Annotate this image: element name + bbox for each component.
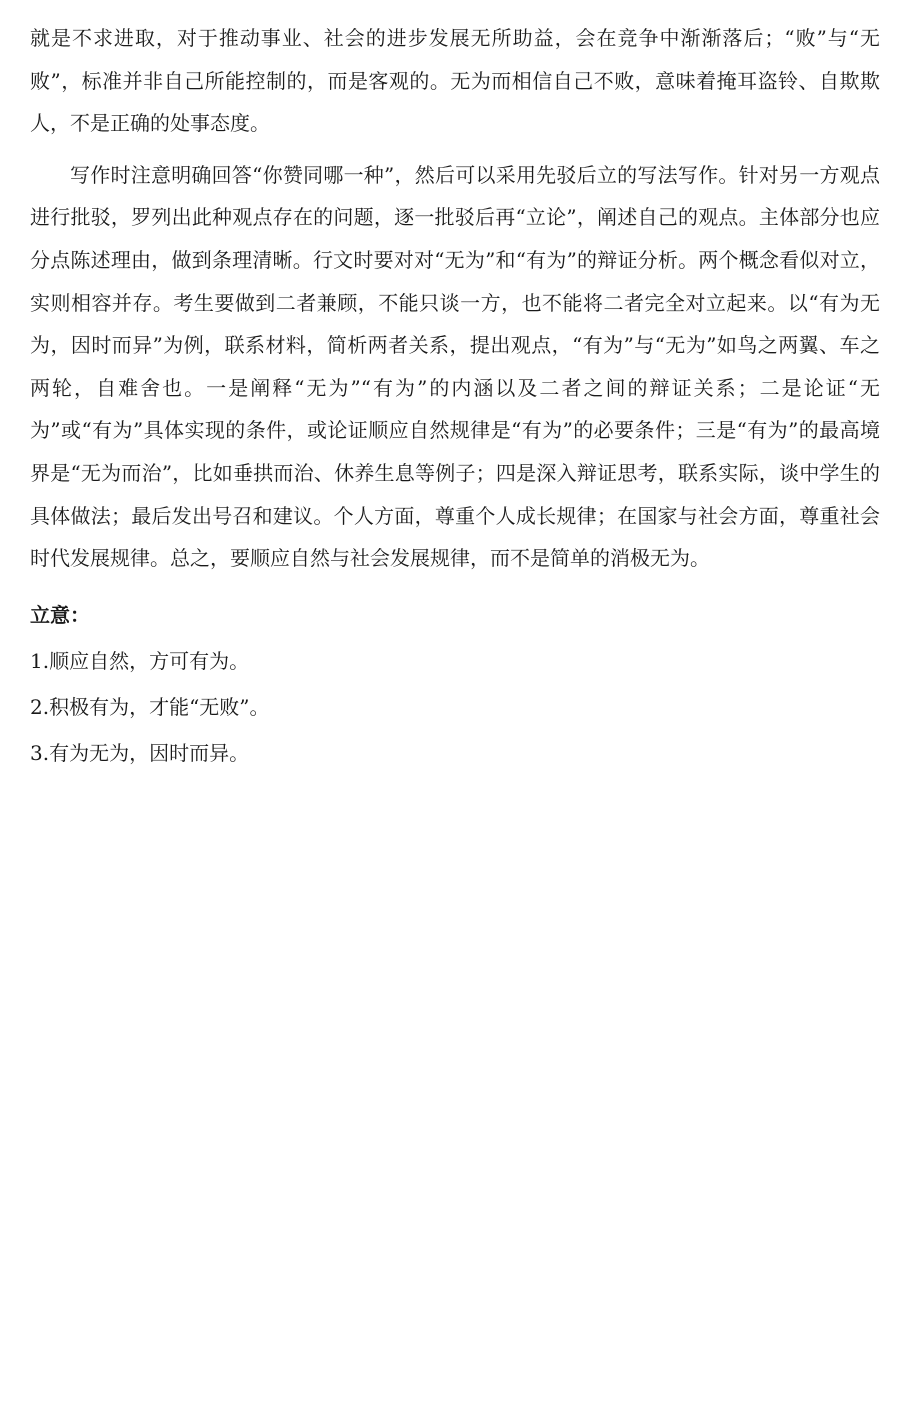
list-item-2: 2.积极有为，才能“无败”。 (30, 694, 270, 719)
list-item-3: 3.有为无为，因时而异。 (30, 740, 250, 765)
section-heading-liyi: 立意： (30, 602, 90, 627)
list-item-1: 1.顺应自然，方可有为。 (30, 648, 250, 673)
document-page (30, 0, 880, 774)
body-paragraph-1: 就是不求进取，对于推动事业、社会的进步发展无所助益，会在竞争中渐渐落后；“败”与“无败”，标准并非自己所能控制的，而是客观的。无为而相信自己不败，意味着掩耳盗铃、自欺欺人，不是正确的处事态度。 (30, 26, 880, 136)
body-paragraph-2: 写作时注意明确回答“你赞同哪一种”，然后可以采用先驳后立的写法写作。针对另一方观点进行批驳，罗列出此种观点存在的问题，逐一批驳后再“立论”，阐述自己的观点。主体部分也应分点陈述理由，做到条理清晰。行文时要对对“无为”和“有为”的辩证分析。两个概念看似对立，实则相容并存。考生要做到二者兼顾，不能只谈一方，也不能将二者完全对立起来。以“有为无为，因时而异”为例，联系材料，简析两者关系，提出观点，“有为”与“无为”如鸟之两翼、车之两轮，自难舍也。一是阐释“无为”“有为”的内涵以及二者之间的辩证关系；二是论证“无为”或“有为”具体实现的条件，或论证顺应自然规律是“有为”的必要条件；三是“有为”的最高境界是“无为而治”，比如垂拱而治、休养生息等例子；四是深入辩证思考，联系实际，谈中学生的具体做法；最后发出号召和建议。个人方面，尊重个人成长规律；在国家与社会方面，尊重社会时代发展规律。总之，要顺应自然与社会发展规律，而不是简单的消极无为。 (30, 162, 880, 571)
